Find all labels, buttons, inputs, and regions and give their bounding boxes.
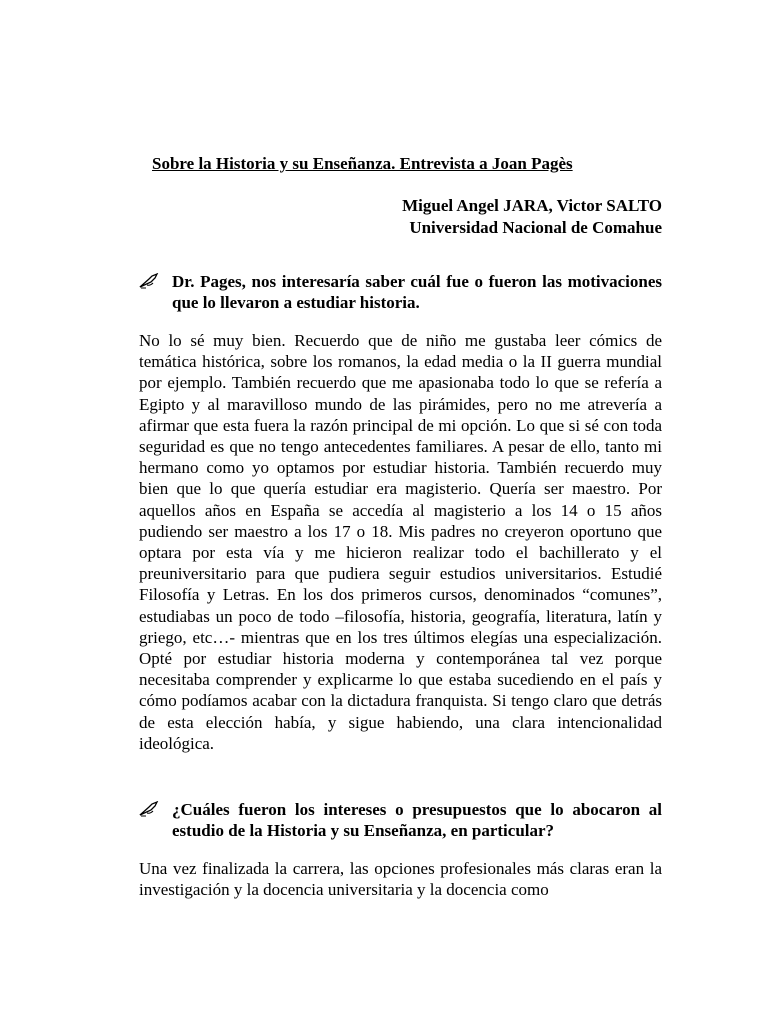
pen-hand-icon <box>139 273 159 289</box>
document-title: Sobre la Historia y su Enseñanza. Entrevista a Joan Pagès <box>152 154 573 173</box>
answer-text: No lo sé muy bien. Recuerdo que de niño me gustaba leer cómics de temática histórica, sobre los romanos, la edad media o la II guerra mundial por ejemplo. También recuerdo que me apasionaba todo lo que se refería a Egipto y al maravilloso mundo de las pirámides, pero no me atrevería a afirmar que esta fuera la razón principal de mi opción. Lo que si sé con toda seguridad es que no tengo antecedentes familiares. A pesar de ello, tanto mi hermano como yo optamos por estudiar historia. También recuerdo muy bien que lo que quería estudiar era magisterio. Quería ser maestro. Por aquellos años en España se accedía al magisterio a los 14 o 15 años pudiendo ser maestro a los 17 o 18. Mis padres no creyeron oportuno que optara por esta vía y me hicieron realizar todo el bachillerato y el preuniversitario para que pudiera seguir estudios universitarios. Estudié Filosofía y Letras. En los dos primeros cursos, denominados “comunes”, estudiabas un poco de todo –filosofía, historia, geografía, literatura, latín y griego, etc…- mientras que en los tres últimos elegías una especialización. Opté por estudiar historia moderna y contemporánea tal vez porque necesitaba comprender y explicarme lo que estaba sucediendo en el país y cómo podíamos acabar con la dictadura franquista. Si tengo claro que detrás de esta elección había, y sigue habiendo, una clara intencionalidad ideológica. <box>139 331 662 753</box>
author-block <box>139 195 662 239</box>
interview-answer <box>139 330 662 754</box>
question-text: ¿Cuáles fueron los intereses o presupuestos que lo abocaron al estudio de la Historia y su Enseñanza, en particular? <box>172 800 662 841</box>
document-page <box>139 154 662 900</box>
interview-question <box>139 799 662 841</box>
interview-question <box>139 271 662 313</box>
answer-text: Una vez finalizada la carrera, las opciones profesionales más claras eran la investigación y la docencia universitaria y la docencia como <box>139 859 662 900</box>
question-text: Dr. Pages, nos interesaría saber cuál fue o fueron las motivaciones que lo llevaron a estudiar historia. <box>172 272 662 312</box>
pen-hand-icon <box>139 801 159 817</box>
author-names: Miguel Angel JARA, Victor SALTO <box>402 196 662 215</box>
interview-answer <box>139 858 662 900</box>
institution-name: Universidad Nacional de Comahue <box>409 218 662 237</box>
